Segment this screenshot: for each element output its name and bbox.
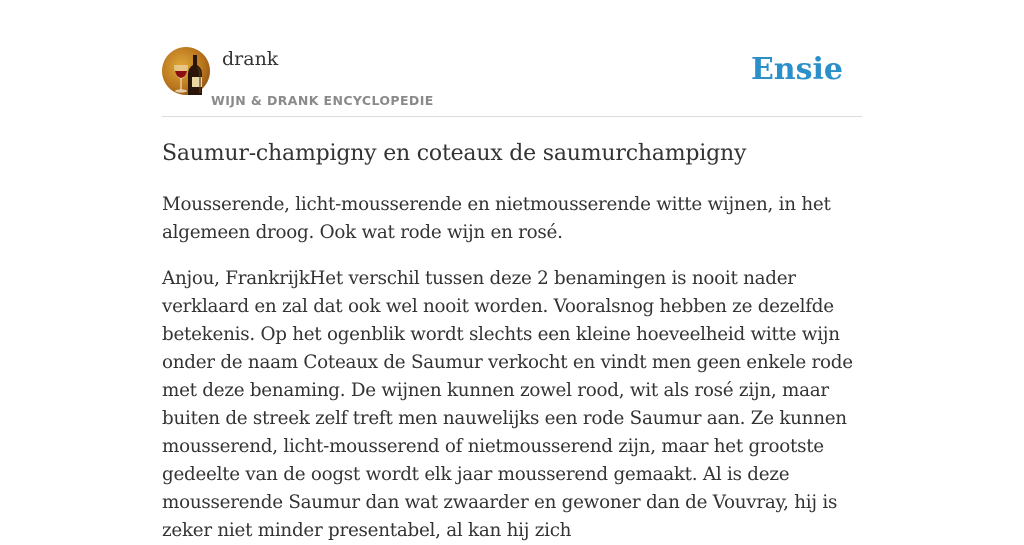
article-paragraph: Mousserende, licht-mousserende en nietmousserende witte wijnen, in het algemeen droog. Ook wat rode wijn en rosé. <box>162 194 831 243</box>
topic-name[interactable]: drank <box>222 48 279 70</box>
article-paragraph: Anjou, FrankrijkHet verschil tussen deze 2 benamingen is nooit nader verklaard en zal dat ook wel nooit worden. Vooralsnog hebben ze dezelfde betekenis. Op het ogenblik wordt slechts een kleine hoeveelheid witte wijn onder de naam Coteaux de Saumur verkocht en vindt men geen enkele rode met deze benaming. De wijnen kunnen zowel rood, wit als rosé zijn, maar buiten de streek zelf treft men nauwelijks een rode Saumur aan. Ze kunnen mousserend, licht-mousserend of nietmousserend zijn, maar het grootste gedeelte van de oogst wordt elk jaar mousserend gemaakt. Al is deze mousserende Saumur dan wat zwaarder en gewoner dan de Vouvray, hij is zeker niet minder presentabel, al kan hij zich <box>162 268 853 541</box>
header <box>162 46 862 117</box>
article <box>162 138 862 545</box>
article-title: Saumur-champigny en coteaux de saumurchampigny <box>162 141 747 166</box>
encyclopedia-subtitle[interactable]: WIJN & DRANK ENCYCLOPEDIE <box>211 93 434 108</box>
wine-bottle-glass-icon[interactable] <box>162 47 210 95</box>
brand-logo[interactable]: Ensie <box>750 52 843 87</box>
